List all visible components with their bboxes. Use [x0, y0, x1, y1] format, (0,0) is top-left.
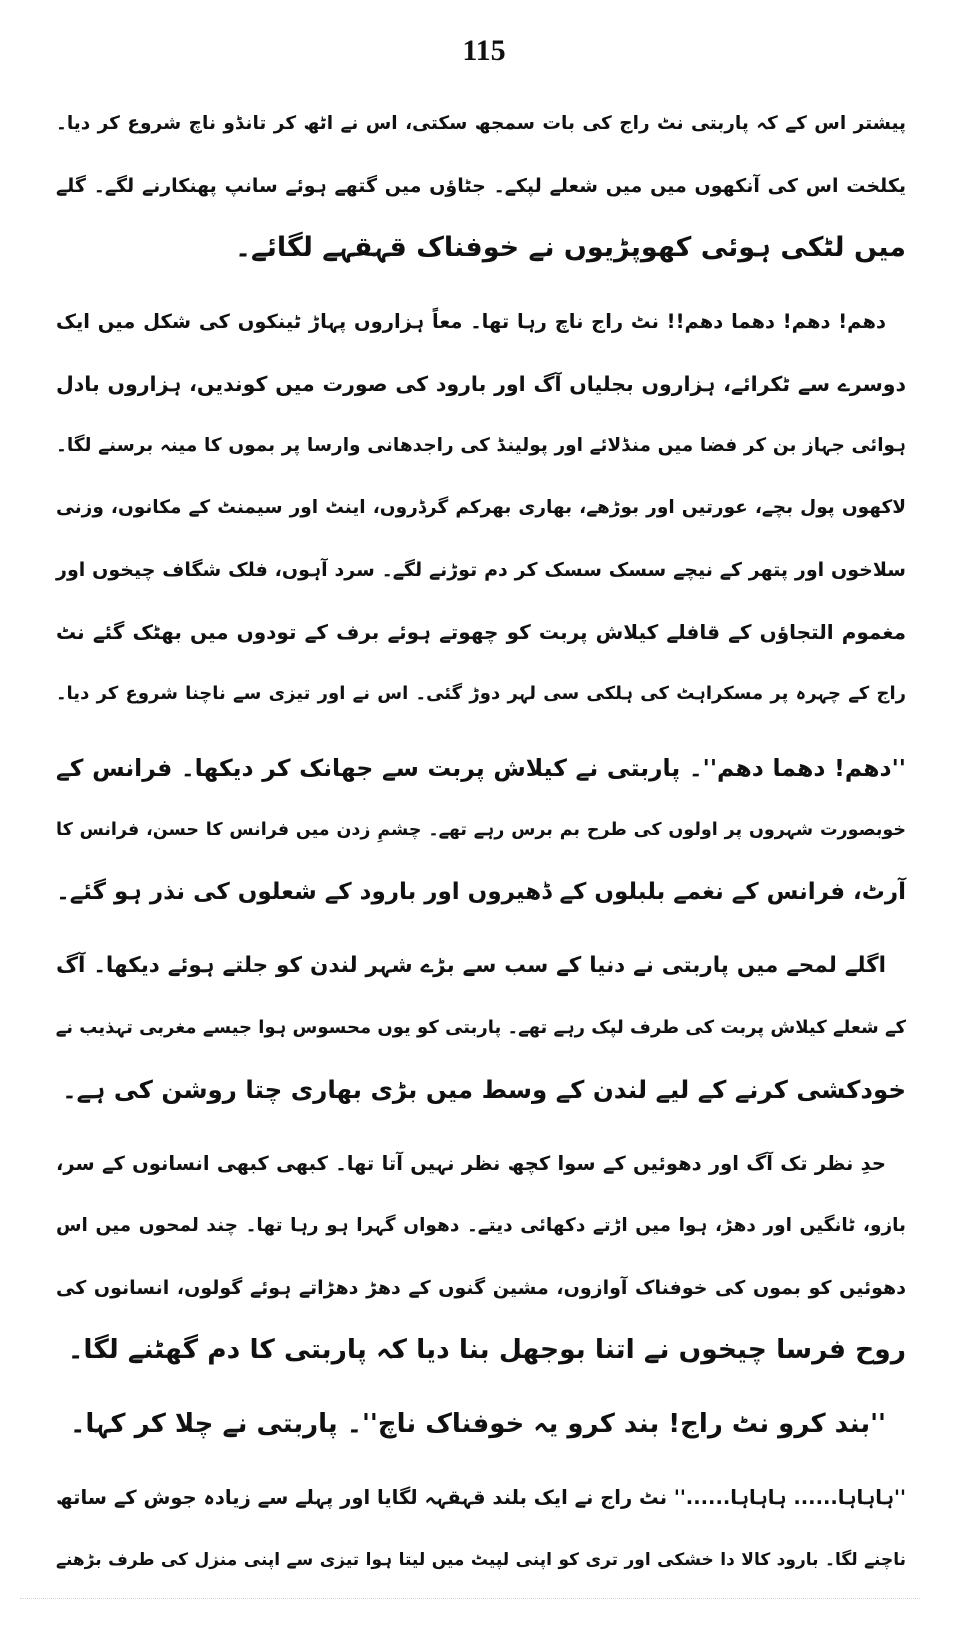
text-line: خوبصورت شہروں پر اولوں کی طرح بم برس رہے تھے۔ چشمِ زدن میں فرانس کا حسن، فرانس کا: [56, 820, 906, 840]
scan-noise-divider: [20, 1598, 920, 1601]
text-line: لاکھوں پول بچے، عورتیں اور بوڑھے، بھاری بھرکم گرڈروں، اینٹ اور سیمنٹ کے مکانوں، وزنی: [56, 497, 906, 518]
text-line: راج کے چہرہ پر مسکراہٹ کی ہلکی سی لہر دوڑ گئی۔ اس نے اور تیزی سے ناچنا شروع کر دیا۔: [56, 683, 906, 704]
text-line: ناچنے لگا۔ بارود کالا دا خشکی اور تری کو اپنی لپیٹ میں لیتا ہوا تیزی سے اپنی منزل کی طرف بڑھنے: [56, 1550, 906, 1570]
text-line: ہوائی جہاز بن کر فضا میں منڈلائے اور پولینڈ کی راجدھانی وارسا پر بموں کا مینہ برسنے لگا۔: [56, 435, 906, 456]
text-line: آرٹ، فرانس کے نغمے بلبلوں کے ڈھیروں اور بارود کے شعلوں کی نذر ہو گئے۔: [56, 879, 906, 905]
text-line: یکلخت اس کی آنکھوں میں میں شعلے لپکے۔ جٹاؤں میں گتھے ہوئے سانپ پھنکارنے لگے۔ گلے: [56, 175, 906, 197]
text-line: دھم! دھم! دھما دھم!! نٹ راج ناچ رہا تھا۔ معاً ہزاروں پہاڑ ٹینکوں کی شکل میں ایک: [56, 310, 886, 333]
text-line: روح فرسا چیخوں نے اتنا بوجھل بنا دیا کہ پاربتی کا دم گھٹنے لگا۔: [67, 1334, 906, 1365]
text-line: ''دھم! دھما دھم''۔ پاربتی نے کیلاش پربت سے جھانک کر دیکھا۔ فرانس کے: [56, 754, 906, 782]
text-line: اگلے لمحے میں پاربتی نے دنیا کے سب سے بڑے شہر لندن کو جلتے ہوئے دیکھا۔ آگ: [56, 953, 886, 978]
text-line: مغموم التجاؤں کے قافلے کیلاش پربت کو چھوتے ہوئے برف کے تودوں میں بھٹک گئے نٹ: [56, 620, 906, 644]
text-line: ''ہاہاہا...... ہاہاہا......'' نٹ راج نے ایک بلند قہقہہ لگایا اور پہلے سے زیادہ جوش کے ساتھ: [56, 1486, 906, 1509]
text-line: خودکشی کرنے کے لیے لندن کے وسط میں بڑی بھاری چتا روشن کی ہے۔: [62, 1075, 906, 1104]
text-line: کے شعلے کیلاش پربت کی طرف لپک رہے تھے۔ پاربتی کو یوں محسوس ہوا جیسے مغربی تہذیب نے: [55, 1017, 906, 1038]
text-line: حدِ نظر تک آگ اور دھوئیں کے سوا کچھ نظر نہیں آتا تھا۔ کبھی کبھی انسانوں کے سر،: [56, 1152, 886, 1175]
text-line: دوسرے سے ٹکرائے، ہزاروں بجلیاں آگ اور بارود کی صورت میں کوندیں، ہزاروں بادل: [56, 372, 906, 396]
text-line: ''بند کرو نٹ راج! بند کرو یہ خوفناک ناچ''۔ پاربتی نے چلا کر کہا۔: [70, 1409, 886, 1439]
text-line: بازو، ٹانگیں اور دھڑ، ہوا میں اڑتے دکھائی دیتے۔ دھواں گہرا ہو رہا تھا۔ چند لمحوں میں اس: [56, 1215, 906, 1236]
text-line: سلاخوں اور پتھر کے نیچے سسک سسک کر دم توڑنے لگے۔ سرد آہوں، فلک شگاف چیخوں اور: [56, 559, 906, 581]
text-line: میں لٹکی ہوئی کھوپڑیوں نے خوفناک قہقہے لگائے۔: [235, 232, 906, 263]
page-number: 115: [462, 34, 506, 67]
text-line: دھوئیں کو بموں کی خوفناک آوازوں، مشین گنوں کے دھڑ دھڑاتے ہوئے گولوں، انسانوں کی: [56, 1277, 906, 1299]
text-line: پیشتر اس کے کہ پاربتی نٹ راج کی بات سمجھ سکتی، اس نے اٹھ کر تانڈو ناچ شروع کر دیا۔: [56, 113, 906, 134]
